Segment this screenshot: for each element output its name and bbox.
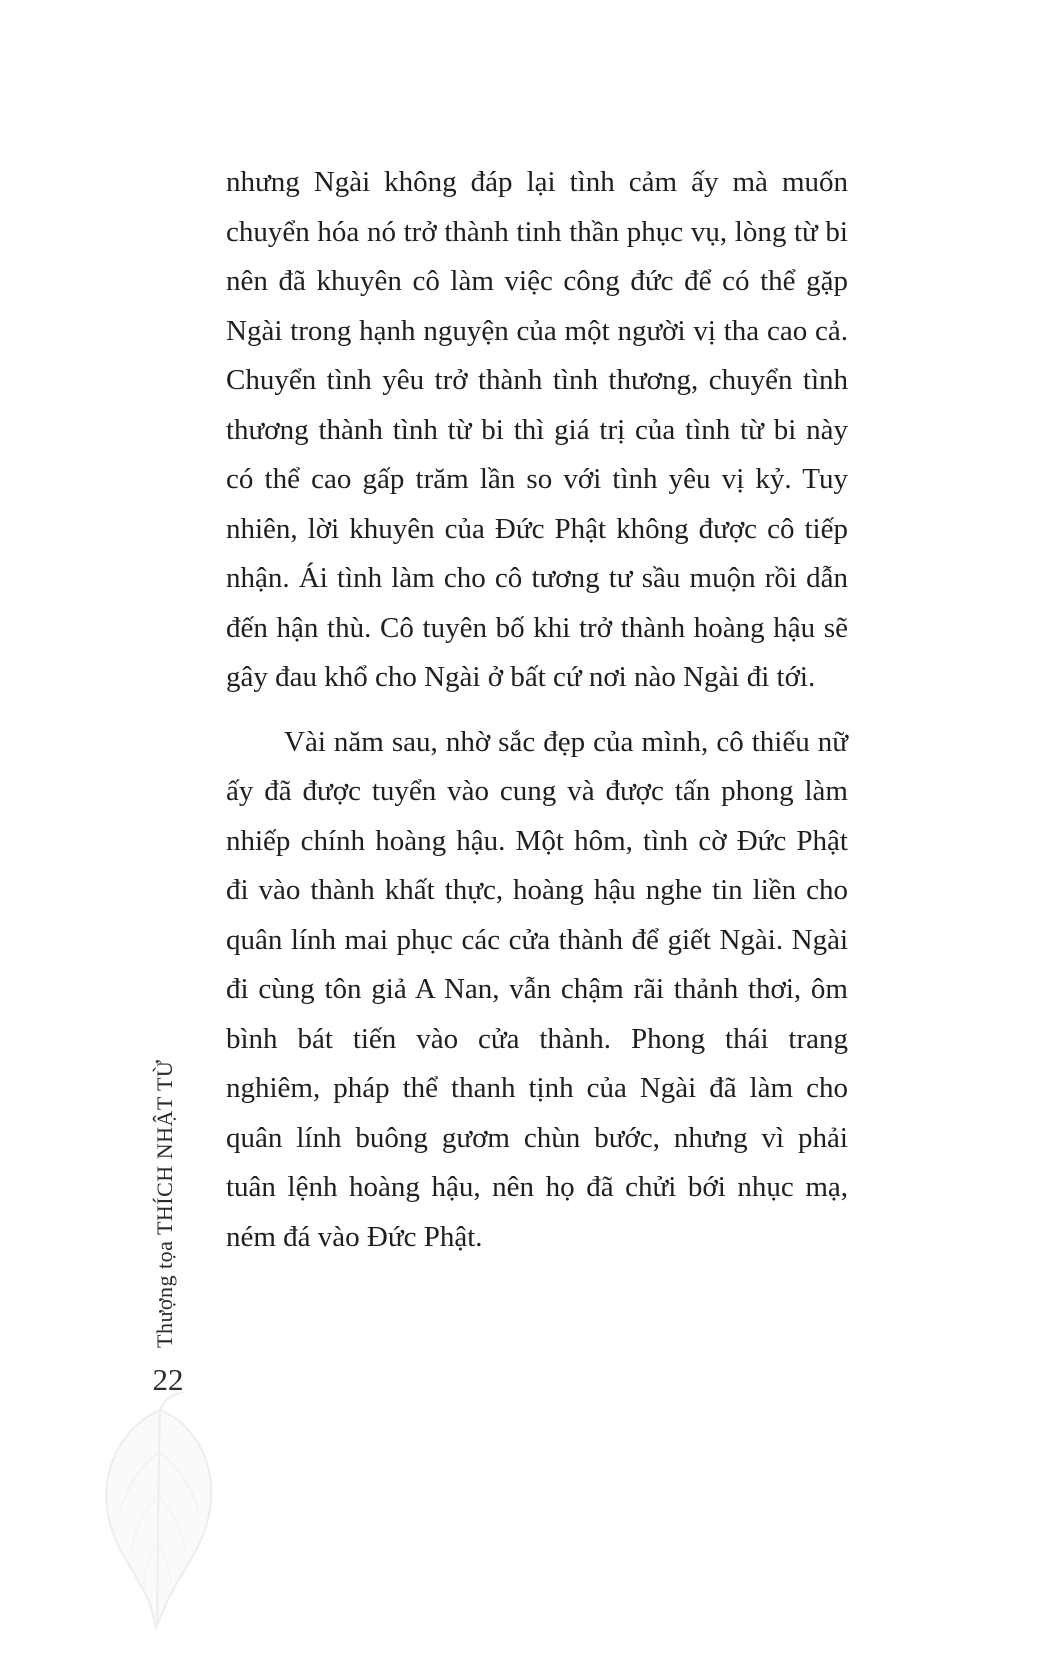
bodhi-leaf-icon [88,1392,238,1642]
paragraph: Vài năm sau, nhờ sắc đẹp của mình, cô thiếu nữ ấy đã được tuyển vào cung và được tấn phong làm nhiếp chính hoàng hậu. Một hôm, tình cờ Đức Phật đi vào thành khất thực, hoàng hậu nghe tin liền cho quân lính mai phục các cửa thành để giết Ngài. Ngài đi cùng tôn giả A Nan, vẫn chậm rãi thảnh thơi, ôm bình bát tiến vào cửa thành. Phong thái trang nghiêm, pháp thể thanh tịnh của Ngài đã làm cho quân lính buông gươm chùn bước, nhưng vì phải tuân lệnh hoàng hậu, nên họ đã chửi bới nhục mạ, ném đá vào Đức Phật. [226,725,848,1253]
sidebar-author-label: Thượng tọa THÍCH NHẬT TỪ [152,1059,177,1348]
page-number: 22 [152,1362,184,1397]
page-text-block [226,158,848,1262]
paragraph: nhưng Ngài không đáp lại tình cảm ấy mà muốn chuyển hóa nó trở thành tinh thần phục vụ, lòng từ bi nên đã khuyên cô làm việc công đức để có thể gặp Ngài trong hạnh nguyện của một người vị tha cao cả. Chuyển tình yêu trở thành tình thương, chuyển tình thương thành tình từ bi thì giá trị của tình từ bi này có thể cao gấp trăm lần so với tình yêu vị kỷ. Tuy nhiên, lời khuyên của Đức Phật không được cô tiếp nhận. Ái tình làm cho cô tương tư sầu muộn rồi dẫn đến hận thù. Cô tuyên bố khi trở thành hoàng hậu sẽ gây đau khổ cho Ngài ở bất cứ nơi nào Ngài đi tới. [226,166,848,693]
